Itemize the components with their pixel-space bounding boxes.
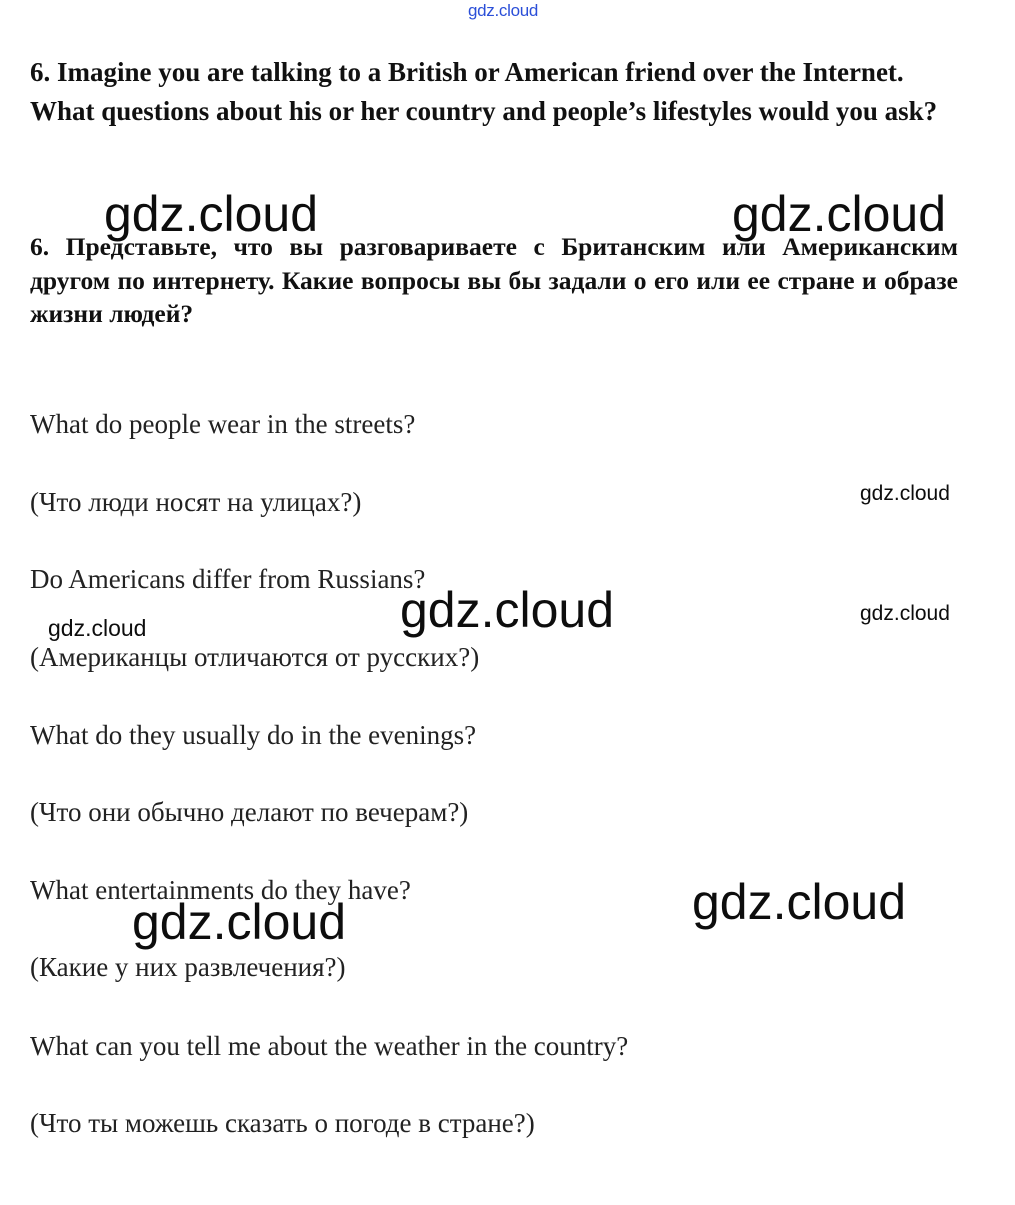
watermark: gdz.cloud	[132, 894, 347, 950]
watermark: gdz.cloud	[732, 186, 947, 242]
watermark: gdz.cloud	[860, 482, 950, 505]
answer-question: What do they usually do in the evenings?	[30, 720, 477, 750]
answer-translation: (Что они обычно делают по вечерам?)	[30, 797, 469, 827]
answer-question: What do people wear in the streets?	[30, 409, 416, 439]
answer-question: Do Americans differ from Russians?	[30, 564, 426, 594]
watermark: gdz.cloud	[860, 602, 950, 625]
answer-translation: (Что люди носят на улицах?)	[30, 487, 362, 517]
watermark: gdz.cloud	[692, 874, 907, 930]
answer-translation: (Американцы отличаются от русских?)	[30, 642, 480, 672]
answer-question: What can you tell me about the weather in the country?	[30, 1031, 629, 1061]
site-link[interactable]: gdz.cloud	[468, 1, 539, 20]
watermark: gdz.cloud	[104, 186, 319, 242]
watermark: gdz.cloud	[48, 615, 147, 641]
watermark: gdz.cloud	[400, 582, 615, 638]
answer-translation: (Какие у них развлечения?)	[30, 952, 346, 982]
task-russian: 6. Представьте, что вы разговариваете с Британским или Американским другом по интернету. Какие вопросы вы бы задали о его или ее стране и образе жизни людей?	[30, 232, 958, 328]
answer-translation: (Что ты можешь сказать о погоде в стране?)	[30, 1108, 535, 1138]
task-english: 6. Imagine you are talking to a British or American friend over the Internet. What questions about his or her country and people’s lifestyles would you ask?	[30, 57, 938, 126]
answer-question: What entertainments do they have?	[30, 875, 411, 905]
